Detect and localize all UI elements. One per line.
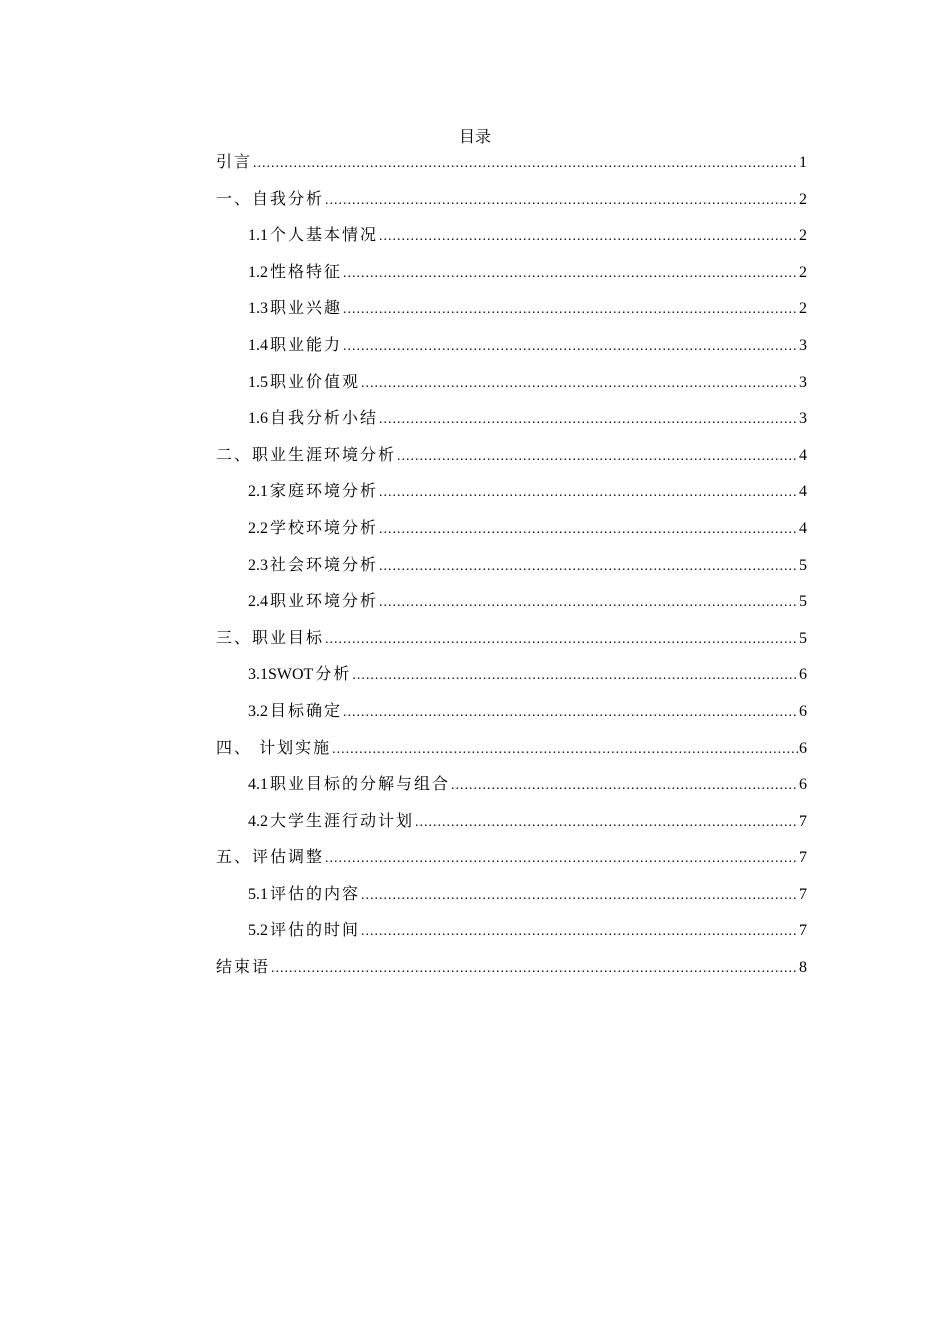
toc-entry[interactable] bbox=[216, 554, 807, 591]
toc-entry[interactable] bbox=[216, 261, 807, 298]
toc-entry-label bbox=[248, 919, 360, 942]
toc-entry-number: 2.3 bbox=[248, 556, 268, 574]
toc-entry-label bbox=[216, 627, 324, 649]
table-of-contents bbox=[216, 151, 807, 993]
toc-dot-leader bbox=[361, 921, 798, 943]
toc-entry-label bbox=[216, 846, 324, 868]
toc-entry-label bbox=[248, 480, 378, 503]
toc-dot-leader bbox=[397, 446, 798, 468]
toc-page-number: 2 bbox=[799, 263, 807, 281]
toc-entry-number: 4.2 bbox=[248, 812, 268, 830]
toc-entry-text: 职业兴趣 bbox=[270, 298, 343, 318]
toc-entry-text: 职业能力 bbox=[270, 334, 343, 354]
toc-entry[interactable] bbox=[216, 334, 807, 371]
toc-entry-text: 性格特征 bbox=[270, 261, 343, 281]
toc-entry-label bbox=[248, 371, 360, 394]
toc-page-number: 4 bbox=[799, 483, 807, 501]
toc-entry[interactable] bbox=[216, 846, 807, 883]
toc-dot-leader bbox=[343, 702, 798, 724]
toc-entry-label bbox=[216, 188, 324, 210]
toc-entry[interactable] bbox=[216, 224, 807, 261]
toc-entry-label bbox=[248, 810, 414, 833]
toc-entry-label bbox=[248, 297, 342, 320]
toc-page-number: 7 bbox=[799, 885, 807, 903]
toc-entry-number: 2.1 bbox=[248, 483, 268, 501]
toc-entry-text: 三、职业目标 bbox=[216, 627, 325, 647]
toc-entry-label bbox=[248, 700, 342, 723]
toc-entry-number: 3.2 bbox=[248, 702, 268, 720]
toc-entry-text: 自我分析小结 bbox=[270, 408, 379, 428]
toc-entry-text: 四、 计划实施 bbox=[216, 737, 332, 757]
toc-entry-text: 个人基本情况 bbox=[270, 225, 379, 245]
toc-dot-leader bbox=[352, 665, 798, 687]
toc-entry-text: 大学生涯行动计划 bbox=[270, 810, 415, 830]
toc-entry[interactable] bbox=[216, 480, 807, 517]
toc-entry-label bbox=[216, 737, 331, 759]
toc-page-number: 6 bbox=[799, 702, 807, 720]
toc-entry-number: 2.2 bbox=[248, 519, 268, 537]
toc-entry-number: 1.2 bbox=[248, 263, 268, 281]
toc-entry-text: 二、职业生涯环境分析 bbox=[216, 444, 397, 464]
toc-entry-label bbox=[248, 407, 378, 430]
toc-entry-text: 社会环境分析 bbox=[270, 554, 379, 574]
toc-page-number: 6 bbox=[799, 739, 807, 757]
toc-dot-leader bbox=[415, 812, 798, 834]
toc-dot-leader bbox=[325, 629, 798, 651]
toc-entry[interactable] bbox=[216, 517, 807, 554]
toc-page-number: 3 bbox=[799, 336, 807, 354]
toc-entry[interactable] bbox=[216, 590, 807, 627]
toc-dot-leader bbox=[343, 299, 798, 321]
toc-entry-label bbox=[248, 517, 378, 540]
toc-dot-leader bbox=[451, 775, 798, 797]
toc-page-number: 3 bbox=[799, 373, 807, 391]
toc-entry-text: 分析 bbox=[315, 664, 352, 684]
toc-entry[interactable] bbox=[216, 810, 807, 847]
toc-dot-leader bbox=[325, 190, 798, 212]
toc-dot-leader bbox=[379, 482, 798, 504]
toc-entry[interactable] bbox=[216, 297, 807, 334]
toc-page-number: 5 bbox=[799, 593, 807, 611]
toc-page-number: 5 bbox=[799, 629, 807, 647]
toc-entry-number: 1.6 bbox=[248, 410, 268, 428]
toc-entry[interactable] bbox=[216, 956, 807, 993]
toc-entry[interactable] bbox=[216, 444, 807, 481]
toc-entry-text: 职业目标的分解与组合 bbox=[270, 774, 451, 794]
toc-entry[interactable] bbox=[216, 773, 807, 810]
toc-entry[interactable] bbox=[216, 407, 807, 444]
toc-entry-text: 目标确定 bbox=[270, 700, 343, 720]
toc-entry[interactable] bbox=[216, 627, 807, 664]
toc-page-number: 6 bbox=[799, 776, 807, 794]
toc-entry[interactable] bbox=[216, 700, 807, 737]
toc-page-number: 6 bbox=[799, 666, 807, 684]
toc-entry-text: 职业环境分析 bbox=[270, 591, 379, 611]
toc-page-number: 7 bbox=[799, 812, 807, 830]
toc-dot-leader bbox=[332, 739, 798, 761]
toc-dot-leader bbox=[271, 958, 798, 980]
toc-entry-label bbox=[216, 444, 396, 466]
toc-entry[interactable] bbox=[216, 737, 807, 774]
toc-page-number: 8 bbox=[799, 959, 807, 977]
toc-dot-leader bbox=[361, 373, 798, 395]
toc-entry-number: 1.3 bbox=[248, 300, 268, 318]
toc-entry-number: 5.1 bbox=[248, 885, 268, 903]
toc-entry-text: 引言 bbox=[216, 152, 253, 171]
toc-page-number: 2 bbox=[799, 227, 807, 245]
toc-entry-text: 一、自我分析 bbox=[216, 188, 325, 208]
toc-entry[interactable] bbox=[216, 188, 807, 225]
toc-entry-number: 4.1 bbox=[248, 776, 268, 794]
toc-dot-leader bbox=[379, 409, 798, 431]
toc-entry-text: 学校环境分析 bbox=[270, 517, 379, 537]
toc-dot-leader bbox=[361, 885, 798, 907]
toc-entry-number: 1.5 bbox=[248, 373, 268, 391]
toc-page-number: 1 bbox=[799, 154, 807, 171]
toc-dot-leader bbox=[343, 263, 798, 285]
toc-entry-text: 五、评估调整 bbox=[216, 847, 325, 867]
toc-entry[interactable] bbox=[216, 371, 807, 408]
toc-entry[interactable] bbox=[216, 663, 807, 700]
toc-entry-number: 2.4 bbox=[248, 593, 268, 611]
toc-page-number: 2 bbox=[799, 300, 807, 318]
toc-entry[interactable] bbox=[216, 883, 807, 920]
toc-entry-label bbox=[216, 151, 252, 173]
toc-entry-text: 评估的时间 bbox=[270, 920, 361, 940]
toc-dot-leader bbox=[379, 226, 798, 248]
toc-entry-label bbox=[248, 883, 360, 906]
toc-entry[interactable] bbox=[216, 919, 807, 956]
toc-entry-text: 结束语 bbox=[216, 957, 271, 977]
toc-page-number: 5 bbox=[799, 556, 807, 574]
toc-entry-label bbox=[248, 663, 351, 686]
toc-entry-label bbox=[248, 224, 378, 247]
toc-dot-leader bbox=[379, 556, 798, 578]
toc-entry-number: 3.1SWOT bbox=[248, 666, 314, 684]
toc-entry-number: 1.1 bbox=[248, 227, 268, 245]
toc-entry-label bbox=[248, 590, 378, 613]
toc-dot-leader bbox=[379, 592, 798, 614]
toc-entry-number: 1.4 bbox=[248, 336, 268, 354]
toc-entry-text: 职业价值观 bbox=[270, 371, 361, 391]
toc-page-number: 4 bbox=[799, 519, 807, 537]
toc-entry-label bbox=[216, 956, 270, 978]
toc-entry[interactable] bbox=[216, 151, 807, 188]
toc-title: 目录 bbox=[458, 127, 491, 146]
toc-page-number: 3 bbox=[799, 410, 807, 428]
toc-entry-label bbox=[248, 334, 342, 357]
toc-dot-leader bbox=[379, 519, 798, 541]
toc-entry-label bbox=[248, 554, 378, 577]
toc-page-number: 2 bbox=[799, 190, 807, 208]
toc-entry-number: 5.2 bbox=[248, 922, 268, 940]
toc-entry-text: 评估的内容 bbox=[270, 883, 361, 903]
toc-dot-leader bbox=[343, 336, 798, 358]
toc-page-number: 7 bbox=[799, 922, 807, 940]
toc-entry-label bbox=[248, 773, 450, 796]
toc-dot-leader bbox=[253, 153, 798, 175]
toc-dot-leader bbox=[325, 848, 798, 870]
toc-entry-label bbox=[248, 261, 342, 284]
toc-page-number: 4 bbox=[799, 446, 807, 464]
toc-page-number: 7 bbox=[799, 849, 807, 867]
toc-entry-text: 家庭环境分析 bbox=[270, 481, 379, 501]
